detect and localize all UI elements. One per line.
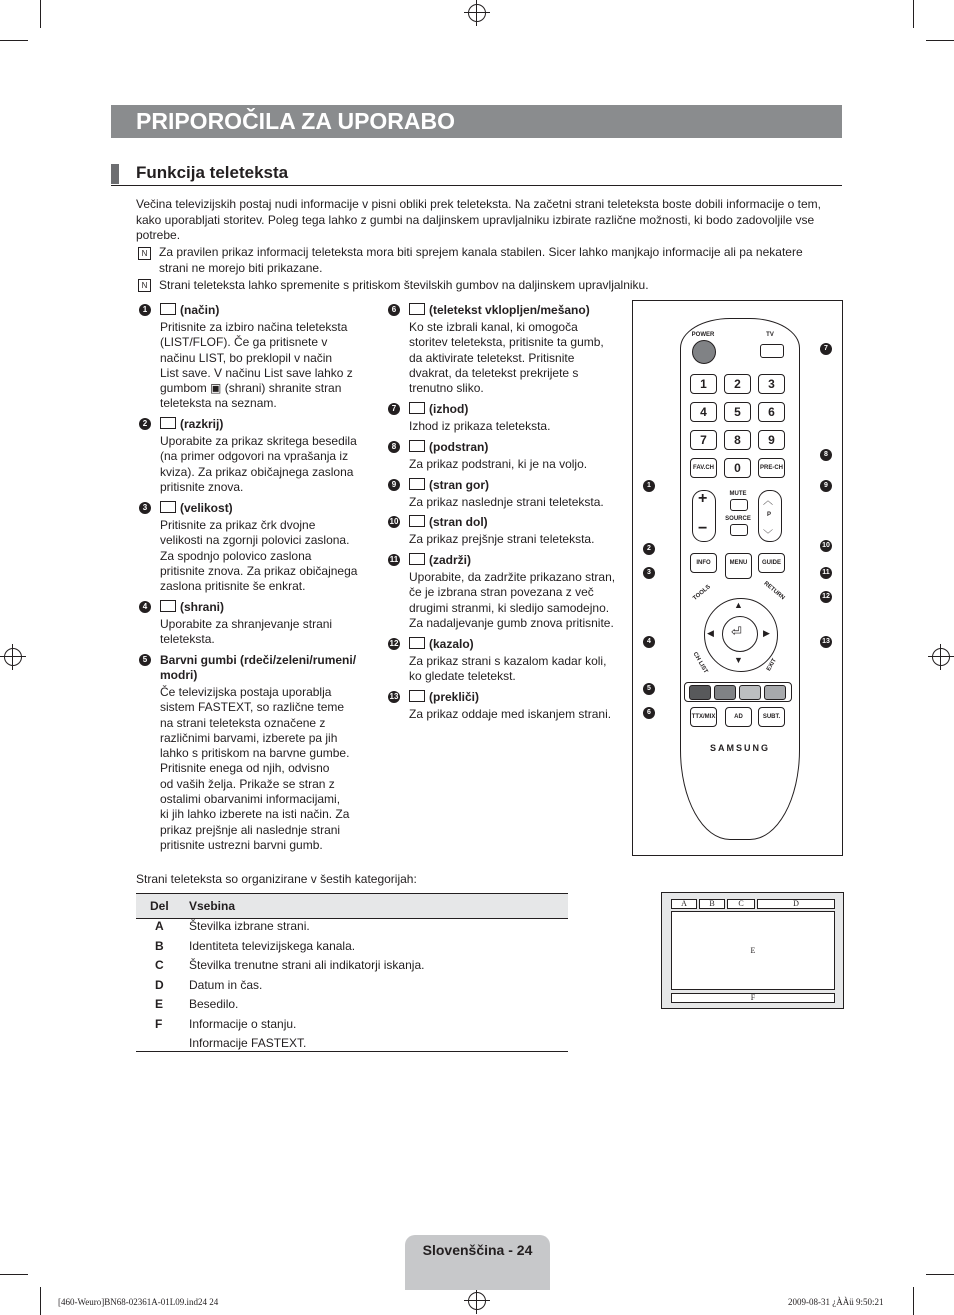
description-line: pritisnite znova. Za prikaz običajnega [160,563,358,578]
item-heading [409,303,590,318]
item-description [160,685,375,853]
description-line: gumbom ▣ (shrani) shranite stran [160,381,342,396]
registration-mark [468,4,486,22]
region-a: A [671,899,697,909]
page-title: PRIPOROČILA ZA UPORABO [136,108,456,134]
description-line: Pritisnite enega od njih, odvisno [160,761,330,776]
index-icon [409,637,425,649]
tools-label[interactable]: TOOLS [692,584,712,602]
pre-ch-button[interactable]: PRE-CH [758,458,785,478]
description-line: ki jih lahko izberete na isti način. Za [160,807,350,822]
item-heading [160,417,223,432]
arrow-down-icon: ▼ [734,655,743,665]
item-number: 11 [389,555,399,564]
region-f: F [671,993,835,1003]
table-rule [136,1051,568,1052]
description-line: velikosti na zgornji polovici zaslona. [160,533,350,548]
description-line: če je izbrana stran povezana z več [409,585,594,600]
mute-button[interactable] [730,499,748,511]
description-line: ostalimi obarvanimi informacijami, [160,792,341,807]
crop-mark [0,1274,28,1275]
item-heading [160,501,233,516]
print-slug-left: [460-Weuro]BN68-02361A-01L09.ind24 24 [58,1297,219,1307]
source-button[interactable] [730,524,748,536]
table-header [136,893,568,919]
intro-line: kako uporabljati storitev. Poleg tega lahko z gumbi na daljinskem upravljalniku izbirate različne možnosti, ki bodo zadovoljile vse [136,212,815,227]
description-line: (LIST/FLOF). Če ga pritisnete v [160,335,328,350]
description-line: sistem FASTEXT, so različne teme [160,700,345,715]
item-heading [409,478,489,493]
guide-button[interactable]: GUIDE [758,553,785,573]
callout-number: 7 [820,343,832,355]
description-line: Uporabite, da zadržite prikazano stran, [409,570,616,584]
item-description [160,617,375,648]
callout-number: 13 [820,636,832,648]
description-line: prikaz prejšnje ali naslednje strani [160,822,341,837]
callout-number: 11 [820,567,832,579]
color-button[interactable] [764,685,786,700]
item-number: 8 [388,441,400,453]
item-description [409,495,624,510]
power-label: POWER [691,332,715,338]
channel-up-icon: ︿ [763,496,773,507]
callout-number: 10 [820,540,832,552]
heading-marker [111,164,119,184]
ad-button[interactable]: AD [725,707,752,727]
item-heading-text: (prekliči) [429,690,480,704]
registration-mark [932,648,950,666]
description-line: Pritisnite za izbiro načina teleteksta [160,320,348,334]
item-heading [409,637,474,652]
subt-button[interactable]: SUBT. [758,707,785,727]
item-number: 5 [139,654,151,666]
digit-9-button[interactable]: 9 [758,430,785,450]
description-line: od vaših želja. Prikaže se stran z [160,776,335,791]
callout-number: 4 [643,636,655,648]
note-line: strani ne morejo biti prikazane. [159,260,323,275]
item-description [409,570,624,631]
description-line: lahko s pritiskom na barvne gumbe. [160,746,350,761]
color-button[interactable] [714,685,736,700]
description-line: Ko ste izbrali kanal, ki omogoča [409,320,578,334]
page-number: Slovenščina - 24 [422,1242,533,1258]
callout-number: 6 [643,707,655,719]
note-1 [159,245,842,276]
item-number: 13 [389,692,399,701]
registration-mark [4,648,22,666]
description-line: na strani teleteksta označene z [160,715,326,730]
description-line: Za nadaljevanje gumb znova pritisnite. [409,615,614,630]
mute-label: MUTE [729,491,747,497]
enter-icon: ⏎ [731,624,742,639]
subpage-icon [409,440,425,452]
callout-number: 3 [643,567,655,579]
intro-line: potrebe. [136,228,181,242]
item-heading [160,653,356,668]
row-value: Številka izbrane strani. [189,919,310,933]
callout-number: 9 [820,480,832,492]
row-value: Besedilo. [189,997,239,1011]
row-value: Datum in čas. [189,977,263,992]
list-icon [160,303,176,315]
description-line: Če televizijska postaja uporablja [160,685,332,699]
item-description [409,320,624,396]
section-heading [111,161,842,186]
item-heading-text: Barvni gumbi (rdeči/zeleni/rumeni/ [160,653,357,667]
description-line: pritisnite znova. [160,479,244,494]
description-line: dvakrat, da teletekst prekrijete s [409,365,579,380]
tv-label: TV [766,332,774,338]
p-label: P [766,512,771,518]
page-down-icon [409,515,425,527]
header-del: Del [150,899,169,913]
item-description [160,434,375,495]
menu-button[interactable]: MENU [725,553,752,579]
cancel-icon [409,690,425,702]
description-line: teleteksta na seznam. [160,396,277,411]
note-line: Za pravilen prikaz informacij teleteksta mora biti sprejem kanala stabilen. Sicer lahko manjkajo informacije ali pa nekatere [159,245,803,259]
crop-mark [926,1274,954,1275]
item-heading [409,515,488,530]
item-description [409,457,624,472]
callout-number: 12 [820,591,832,603]
callout-number: 1 [643,480,655,492]
description-line: da aktivirate teletekst. Pritisnite [409,350,575,365]
page-footer [405,1235,550,1290]
digit-3-button[interactable]: 3 [758,374,785,394]
description-line: teleteksta. [160,632,215,647]
item-description [409,532,624,547]
note-icon: N [138,247,151,260]
samsung-logo: SAMSUNG [709,743,770,753]
crop-mark [0,40,28,41]
crop-mark [40,1287,41,1315]
source-label: SOURCE [725,516,751,522]
info-button[interactable]: INFO [690,553,717,573]
size-icon [160,501,176,513]
digit-5-button[interactable]: 5 [724,402,751,422]
region-e: E [671,911,835,990]
callout-number: 8 [820,449,832,461]
item-heading-text: (podstran) [429,440,489,454]
item-heading-text: (izhod) [429,402,469,416]
description-line: trenutno sliko. [409,381,484,396]
item-number: 6 [388,304,400,316]
description-line: Za spodnjo polovico zaslona [160,548,312,563]
item-description [409,707,624,722]
item-heading [409,553,471,568]
intro-line: Večina televizijskih postaj nudi informacije v pisni obliki prek teleteksta. Na začetni strani teleteksta boste dobili informacije o tem, [136,197,821,211]
color-button[interactable] [689,685,711,700]
description-line: Za prikaz strani s kazalom kadar koli, [409,654,607,668]
description-line: Uporabite za prikaz skritega besedila [160,434,357,448]
description-line: Za prikaz podstrani, ki je na voljo. [409,457,588,471]
description-line: načinu LIST, bo preklopil v način [160,350,333,365]
item-number: 12 [389,639,399,648]
description-line: ko gledate teletekst. [409,669,516,684]
tv-button[interactable] [760,344,784,358]
row-key: F [155,1016,163,1031]
item-heading-cont: modri) [160,668,198,682]
digit-1-button[interactable]: 1 [690,374,717,394]
description-line: Uporabite za shranjevanje strani [160,617,333,631]
item-heading-text: (zadrži) [429,553,471,567]
page-up-icon [409,478,425,490]
row-key: C [155,958,164,972]
row-key: B [155,938,164,953]
title-bar [111,105,842,138]
volume-down-icon: − [698,520,708,537]
region-c: C [727,899,755,909]
description-line: List save. V načinu List save lahko z [160,365,353,380]
digit-8-button[interactable]: 8 [724,430,751,450]
note-icon: N [138,279,151,292]
item-heading [160,303,219,318]
row-key: D [155,977,164,992]
item-heading [409,690,479,705]
description-line: (na primer odgovori na vprašanja iz [160,449,349,464]
item-heading-text: (teletekst vklopljen/mešano) [429,303,590,317]
description-line: kviza). Za prikaz običajnega zaslona [160,464,354,479]
remote-control [680,318,800,840]
header-vsebina: Vsebina [189,899,236,913]
region-d: D [757,899,835,909]
note-2 [159,278,842,294]
item-description [160,518,375,594]
channel-down-icon: ﹀ [763,530,773,541]
hold-icon [409,553,425,565]
crop-mark [926,40,954,41]
digit-6-button[interactable]: 6 [758,402,785,422]
description-line: zaslona pritisnite še enkrat. [160,579,306,594]
crop-mark [913,1287,914,1315]
item-number: 10 [389,517,399,526]
item-heading-text: (stran dol) [429,515,488,529]
volume-up-icon: + [698,490,708,507]
row-value: Informacije FASTEXT. [189,1036,307,1050]
item-description [409,654,624,685]
reveal-icon [160,417,176,429]
description-line: drugimi stranmi, ki sledijo samodejno. [409,600,610,615]
section-title: Funkcija teleteksta [136,163,289,182]
exit-label[interactable]: EXIT [766,657,778,673]
item-heading-text: (stran gor) [429,478,489,492]
fav-ch-button[interactable]: FAV.CH [690,458,717,478]
description-line: Izhod iz prikaza teleteksta. [409,419,551,433]
item-description [409,419,624,434]
item-number: 1 [139,304,151,316]
description-line: storitev teleteksta, pritisnite ta gumb, [409,335,604,350]
power-button[interactable] [692,340,716,364]
description-line: Pritisnite za prikaz črk dvojne [160,518,316,532]
item-heading [409,402,468,417]
row-value: Številka trenutne strani ali indikatorji iskanja. [189,958,425,972]
row-key: E [155,997,164,1011]
callout-number: 2 [643,543,655,555]
digit-4-button[interactable]: 4 [690,402,717,422]
item-number: 4 [139,601,151,613]
row-key: A [155,919,164,933]
categories-intro: Strani teleteksta so organizirane v šestih kategorijah: [136,872,417,886]
print-slug-right: 2009-08-31 ¿ÀÀü 9:50:21 [788,1297,884,1307]
intro-paragraph [136,197,842,244]
item-heading [160,600,224,615]
row-value: Identiteta televizijskega kanala. [189,938,356,953]
description-line: Za prikaz oddaje med iskanjem strani. [409,707,612,721]
ttx-mix-button[interactable]: TTX/MIX [690,707,717,727]
region-b: B [699,899,725,909]
description-line: različnimi barvami, izberete pa jih [160,730,338,745]
teletext-screen-diagram [661,892,844,1009]
item-heading-text: (kazalo) [429,637,474,651]
item-number: 2 [139,418,151,430]
item-number: 3 [139,502,151,514]
description-line: Za prikaz prejšnje strani teleteksta. [409,532,595,546]
callout-number: 5 [643,683,655,695]
item-number: 9 [388,479,400,491]
item-heading-text: (shrani) [180,600,225,614]
digit-7-button[interactable]: 7 [690,430,717,450]
store-icon [160,600,176,612]
exit-icon [409,402,425,414]
item-heading [409,440,488,455]
description-line: Za prikaz naslednje strani teleteksta. [409,495,604,509]
digit-0-button[interactable]: 0 [724,458,751,478]
return-label[interactable]: RETURN [762,580,786,602]
crop-mark [913,0,914,28]
registration-mark [468,1292,486,1310]
arrow-up-icon: ▲ [734,600,743,610]
crop-mark [40,0,41,28]
row-value: Informacije o stanju. [189,1016,297,1031]
item-heading-text: (velikost) [180,501,233,515]
item-heading-text: (način) [180,303,220,317]
color-button[interactable] [739,685,761,700]
ch-list-label[interactable]: CH LIST [691,651,709,675]
arrow-right-icon: ▶ [763,628,770,638]
teletext-mix-icon [409,303,425,315]
description-line: pritisnite ustrezni barvni gumb. [160,837,323,852]
item-description [160,320,375,412]
item-heading-text: (razkrij) [180,417,224,431]
digit-2-button[interactable]: 2 [724,374,751,394]
note-line: Strani teleteksta lahko spremenite s pritiskom številskih gumbov na daljinskem upravljalniku. [159,278,649,292]
item-number: 7 [388,403,400,415]
arrow-left-icon: ◀ [707,628,714,638]
